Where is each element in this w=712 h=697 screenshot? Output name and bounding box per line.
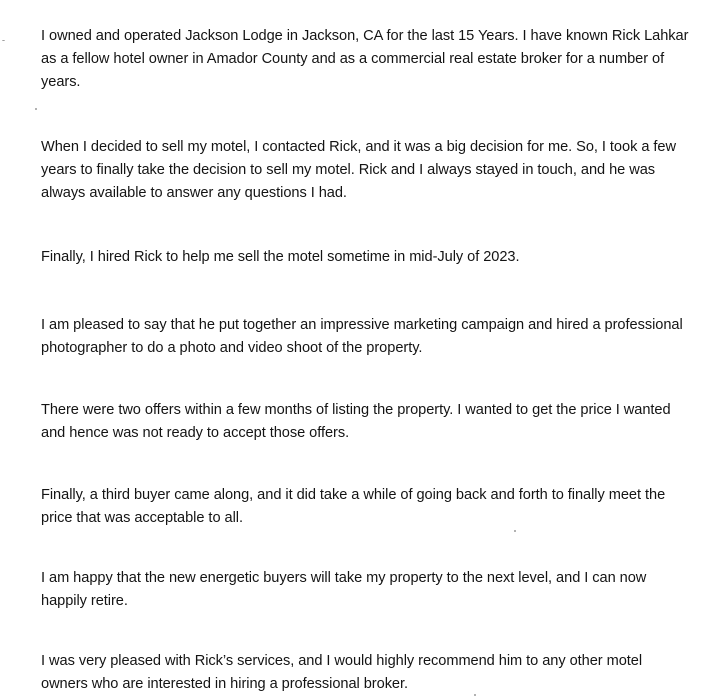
paragraph-retirement: I am happy that the new energetic buyers will take my property to the next level, and I can now happily retire. (41, 570, 647, 609)
paragraph-introduction: I owned and operated Jackson Lodge in Jackson, CA for the last 15 Years. I have known Rick Lahkar as a fellow hotel owner in Amador County and as a commercial real estate broker for a number of years. (41, 28, 689, 90)
scan-speck (2, 40, 5, 41)
scan-speck (474, 694, 476, 696)
paragraph-marketing-campaign: I am pleased to say that he put together an impressive marketing campaign and hired a professional photographer to do a photo and video shoot of the property. (41, 317, 683, 356)
paragraph-first-offers: There were two offers within a few months of listing the property. I wanted to get the price I wanted and hence was not ready to accept those offers. (41, 402, 671, 441)
scan-speck (35, 108, 37, 110)
paragraph-recommendation: I was very pleased with Rick’s services, and I would highly recommend him to any other motel owners who are interested in hiring a professional broker. (41, 653, 643, 692)
paragraph-third-buyer: Finally, a third buyer came along, and it did take a while of going back and forth to finally meet the price that was acceptable to all. (41, 487, 666, 526)
paragraph-decision-to-sell: When I decided to sell my motel, I contacted Rick, and it was a big decision for me. So, I took a few years to finally take the decision to sell my motel. Rick and I always stayed in touch, and he was always available to answer any questions I had. (41, 139, 676, 201)
paragraph-hired-rick: Finally, I hired Rick to help me sell the motel sometime in mid-July of 2023. (41, 249, 520, 265)
scan-speck (514, 530, 516, 532)
